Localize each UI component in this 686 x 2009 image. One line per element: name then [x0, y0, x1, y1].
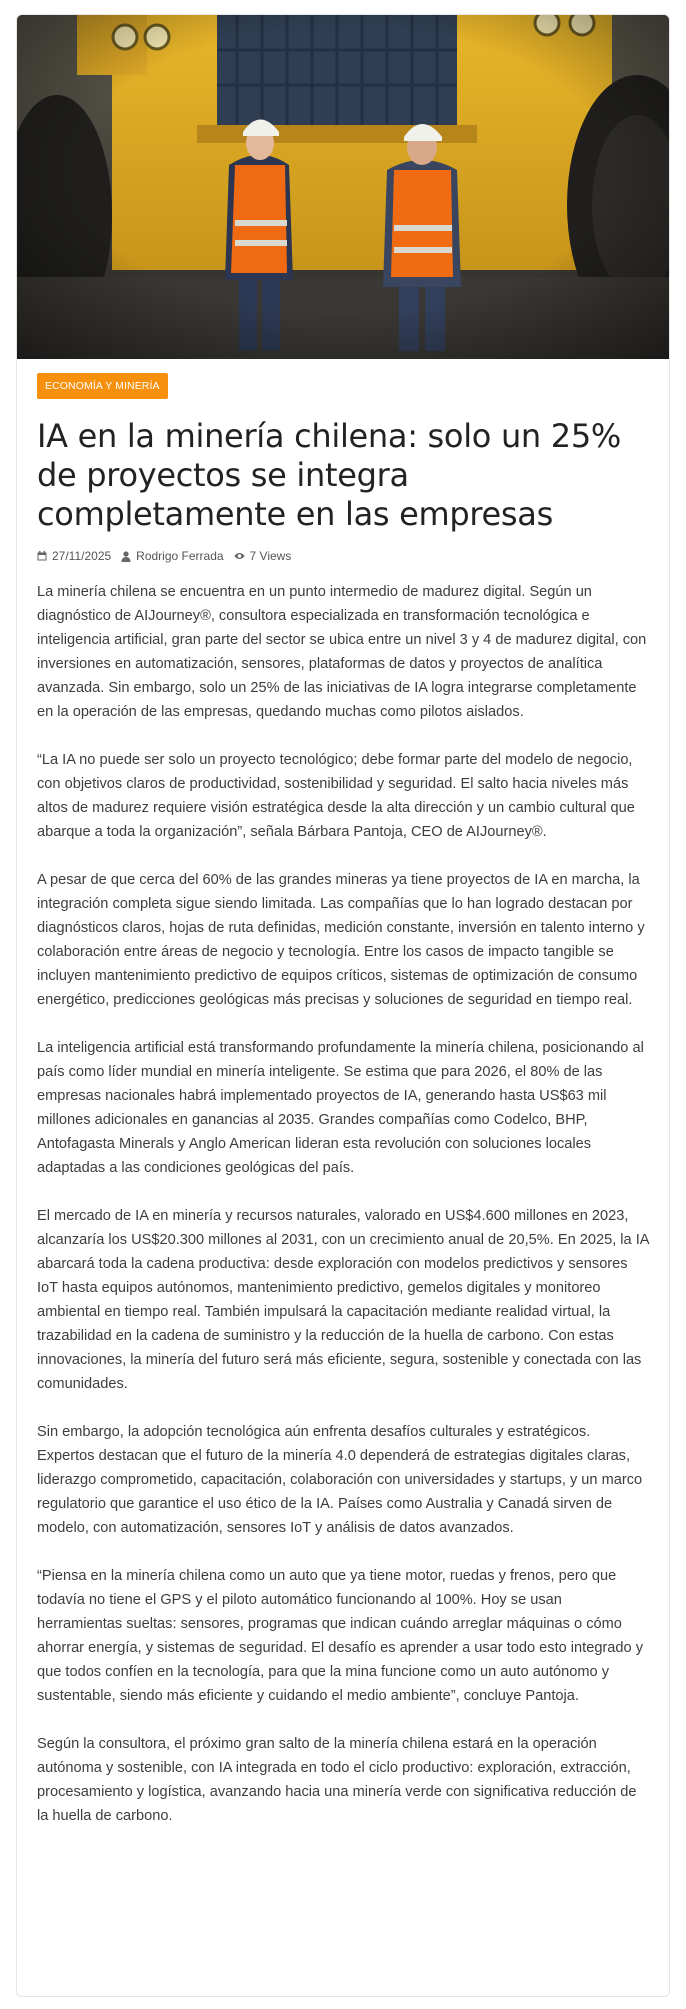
paragraph: Según la consultora, el próximo gran salto de la minería chilena estará en la operación autónoma y sostenible, con IA integrada en todo el ciclo productivo: exploración, extracción, procesamiento y logística, avanzando hacia una minería verde con significativa reducción de la huella de carbono.	[37, 1736, 637, 1824]
article-meta	[37, 546, 649, 566]
paragraph: “Piensa en la minería chilena como un auto que ya tiene motor, ruedas y frenos, pero que todavía no tiene el GPS y el piloto automático funcionando al 100%. Hoy se usan herramientas sueltas: sensores, programas que indican cuándo arreglar máquinas o cómo ahorrar energía, y sistemas de seguridad. El desafío es aprender a usar todo esto integrado y que todos confíen en la tecnología, para que la mina funcione como un auto autónomo y sustentable, siendo más eficiente y cuidando el medio ambiente”, concluye Pantoja.	[37, 1568, 643, 1704]
paragraph: La inteligencia artificial está transformando profundamente la minería chilena, posicionando al país como líder mundial en minería inteligente. Se estima que para 2026, el 80% de las empresas nacionales habrá implementado proyectos de IA, generando hasta US$63 mil millones adicionales en ganancias al 2035. Grandes compañías como Codelco, BHP, Antofagasta Minerals y Anglo American lideran esta revolución con soluciones locales adaptadas a las condiciones geológicas del país.	[37, 1040, 644, 1176]
meta-author-link[interactable]: Rodrigo Ferrada	[136, 549, 224, 563]
hero-image	[17, 15, 669, 359]
paragraph: Sin embargo, la adopción tecnológica aún enfrenta desafíos culturales y estratégicos. Expertos destacan que el futuro de la minería 4.0 dependerá de estrategias digitales claras, liderazgo comprometido, capacitación, colaboración con universidades y startups, y un marco regulatorio que garantice el uso ético de la IA. Países como Australia y Canadá sirven de modelo, con automatización, sensores IoT y análisis de datos avanzados.	[37, 1424, 643, 1536]
meta-views	[234, 549, 292, 563]
meta-views-count: 7 Views	[249, 549, 292, 563]
category-badge[interactable]: ECONOMÍA Y MINERÍA	[37, 373, 168, 399]
paragraph: A pesar de que cerca del 60% de las grandes mineras ya tiene proyectos de IA en marcha, la integración completa sigue siendo limitada. Las compañías que lo han logrado destacan por diagnósticos claros, hojas de ruta definidas, medición constante, inversión en talento interno y colaboración entre áreas de negocio y tecnología. Entre los casos de impacto tangible se incluyen mantenimiento predictivo de equipos críticos, sistemas de optimización de consumo energético, predicciones geológicas más precisas y soluciones de seguridad en tiempo real.	[37, 872, 645, 1008]
meta-date[interactable]	[37, 549, 111, 563]
article-title: IA en la minería chilena: solo un 25% de proyectos se integra completamente en las empresas	[37, 417, 622, 533]
paragraph: “La IA no puede ser solo un proyecto tecnológico; debe formar parte del modelo de negocio, con objetivos claros de productividad, sostenibilidad y seguridad. El salto hacia niveles más altos de madurez requiere visión estratégica desde la alta dirección y un cambio cultural que abarque a toda la organización”, señala Bárbara Pantoja, CEO de AIJourney®.	[37, 752, 635, 840]
meta-date-link[interactable]: 27/11/2025	[52, 549, 112, 563]
user-icon	[121, 551, 131, 562]
article-card	[16, 14, 670, 1997]
article-body	[37, 580, 649, 1828]
paragraph: El mercado de IA en minería y recursos naturales, valorado en US$4.600 millones en 2023, alcanzaría los US$20.300 millones al 2031, con un crecimiento anual de 20,5%. En 2025, la IA abarcará toda la cadena productiva: desde exploración con modelos predictivos y sensores IoT hasta equipos autónomos, mantenimiento predictivo, gemelos digitales y monitoreo ambiental en tiempo real. También impulsará la capacitación mediante realidad virtual, la trazabilidad en la cadena de suministro y la reducción de la huella de carbono. Con estas innovaciones, la minería del futuro será más eficiente, segura, sostenible y conectada con las comunidades.	[37, 1208, 649, 1392]
article-content	[17, 359, 669, 1828]
calendar-icon	[37, 551, 47, 561]
meta-author[interactable]	[121, 549, 223, 563]
eye-icon	[234, 552, 245, 560]
paragraph: La minería chilena se encuentra en un punto intermedio de madurez digital. Según un diagnóstico de AIJourney®, consultora especializada en transformación tecnológica e inteligencia artificial, gran parte del sector se ubica entre un nivel 3 y 4 de madurez digital, con inversiones en automatización, sensores, plataformas de datos y proyectos de analítica avanzada. Sin embargo, solo un 25% de las iniciativas de IA logra integrarse completamente en la operación de las empresas, quedando muchas como pilotos aislados.	[37, 584, 647, 720]
